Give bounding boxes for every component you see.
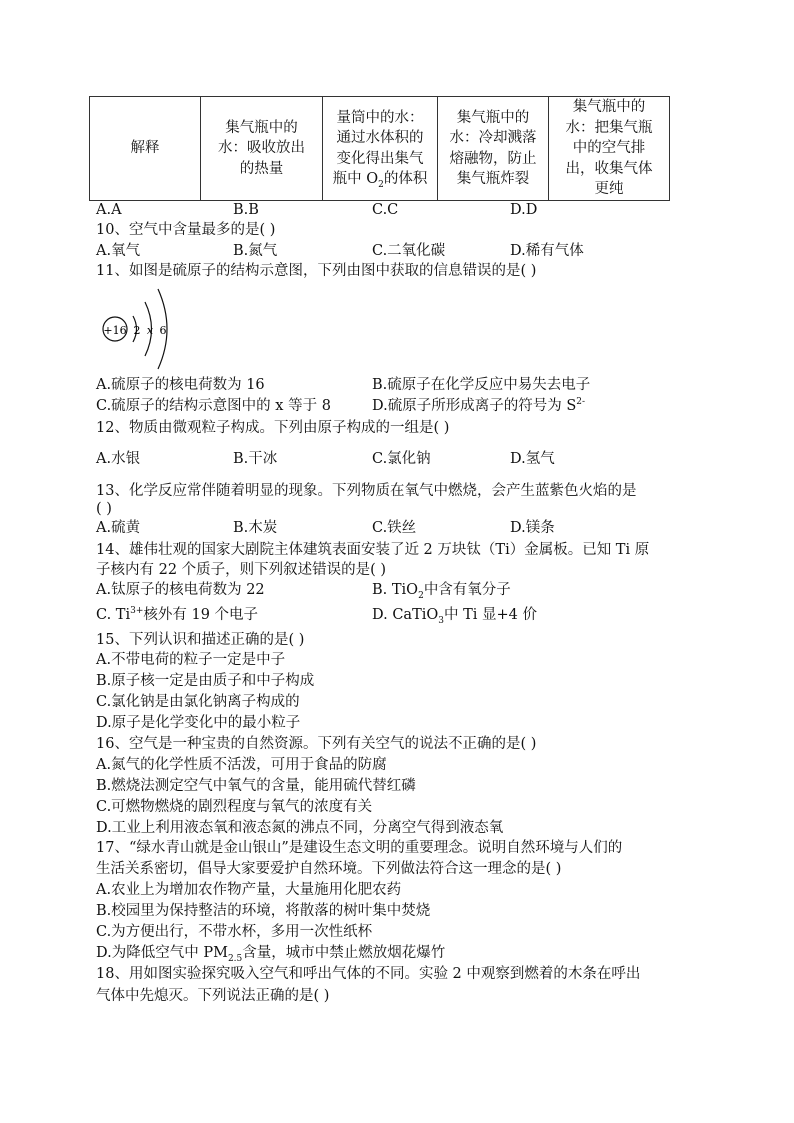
nucleus-charge: +16	[103, 324, 127, 337]
answer-option[interactable]: D.D	[510, 202, 538, 218]
table-cell-a	[201, 97, 323, 201]
answer-option[interactable]: A.农业上为增加农作物产量，大量施用化肥农药	[96, 882, 402, 898]
answer-option[interactable]: C.硫原子的结构示意图中的 x 等于 8	[96, 398, 331, 414]
option-text: D. CaTiO	[372, 607, 439, 623]
answer-option[interactable]: C.二氧化碳	[372, 243, 446, 259]
shell-electron-count: x	[146, 324, 154, 337]
cell-d-line: 出，收集气体	[565, 160, 653, 177]
cell-c-line: 熔融物，防止	[449, 150, 537, 167]
question-18-stem: 18、用如图实验探究吸入空气和呼出气体的不同。实验 2 中观察到燃着的木条在呼出	[96, 966, 641, 982]
subscript: 2.5	[227, 953, 243, 964]
answer-option[interactable]: B.氮气	[233, 243, 278, 259]
subscript: 2	[378, 179, 384, 190]
cell-d-line: 集气瓶中的	[572, 99, 646, 116]
question-17-stem: 17、“绿水青山就是金山银山”是建设生态文明的重要理念。说明自然环境与人们的	[96, 840, 623, 856]
subscript: 3	[438, 615, 444, 626]
table-row	[90, 97, 670, 201]
answer-option[interactable]: C.C	[372, 202, 399, 218]
answer-option[interactable]: D.氢气	[510, 451, 555, 467]
answer-option[interactable]: C.为方便出行，不带水杯，多用一次性纸杯	[96, 924, 373, 940]
question-15-stem: 15、下列认识和描述正确的是( )	[96, 632, 305, 648]
answer-option[interactable]: A.氧气	[96, 243, 141, 259]
question-13-stem: ( )	[96, 501, 112, 517]
superscript: 3+	[130, 606, 144, 617]
option-text: 中含有氧分子	[423, 582, 511, 598]
cell-c-line: 集气瓶炸裂	[456, 171, 530, 187]
sulfur-atom-diagram	[100, 284, 180, 374]
subscript: 2	[418, 590, 424, 601]
table-cell-c	[438, 97, 549, 201]
answer-option[interactable]: B.B	[233, 202, 259, 218]
answer-option[interactable]: D.工业上利用液态氧和液态氮的沸点不同，分离空气得到液态氧	[96, 820, 504, 836]
question-14-stem: 14、雄伟壮观的国家大剧院主体建筑表面安装了近 2 万块钛（Ti）金属板。已知 Ti 原	[96, 542, 650, 558]
answer-option[interactable]	[96, 605, 258, 625]
question-13-stem: 13、化学反应常伴随着明显的现象。下列物质在氧气中燃烧，会产生蓝紫色火焰的是	[96, 483, 637, 499]
question-12-stem: 12、物质由微观粒子构成。下列由原子构成的一组是( )	[96, 420, 450, 436]
answer-option[interactable]: C.可燃物燃烧的剧烈程度与氧气的浓度有关	[96, 799, 373, 815]
shell-electron-count: 6	[159, 324, 167, 337]
option-text: C. Ti	[96, 607, 131, 623]
question-11-stem: 11、如图是硫原子的结构示意图，下列由图中获取的信息错误的是( )	[96, 263, 537, 279]
question-16-stem: 16、空气是一种宝贵的自然资源。下列有关空气的说法不正确的是( )	[96, 736, 537, 752]
option-text: 中 Ti 显+4 价	[444, 607, 538, 623]
answer-option[interactable]: D.稀有气体	[510, 243, 584, 259]
question-10-stem: 10、空气中含量最多的是( )	[96, 222, 276, 238]
answer-option[interactable]: A.A	[96, 202, 122, 218]
answer-option[interactable]: B.木炭	[233, 520, 278, 536]
row-header-cell	[90, 97, 201, 201]
cell-c-line: 水：冷却溅落	[449, 130, 537, 146]
cell-a-line: 的热量	[239, 160, 284, 177]
answer-option[interactable]	[372, 580, 511, 600]
cell-d-line: 中的空气排	[572, 140, 646, 157]
answer-option[interactable]: A.钛原子的核电荷数为 22	[96, 582, 265, 598]
answer-option[interactable]: B.干冰	[233, 451, 278, 467]
option-text: D.为降低空气中 PM	[96, 945, 228, 961]
option-text: B. TiO	[372, 582, 419, 598]
answer-option[interactable]: B.燃烧法测定空气中氧气的含量，能用硫代替红磷	[96, 778, 416, 794]
cell-a-line: 集气瓶中的	[225, 119, 298, 136]
answer-option[interactable]	[372, 396, 585, 416]
answer-option[interactable]: A.硫原子的核电荷数为 16	[96, 377, 265, 393]
answer-option[interactable]: B.硫原子在化学反应中易失去电子	[372, 377, 591, 393]
answer-option[interactable]: C.氯化钠	[372, 451, 431, 467]
cell-c-line: 集气瓶中的	[456, 109, 530, 126]
answer-option[interactable]	[372, 605, 537, 625]
option-text: D.硫原子所形成离子的符号为 S	[372, 398, 577, 414]
answer-option[interactable]	[96, 943, 445, 963]
question-18-stem: 气体中先熄灭。下列说法正确的是( )	[96, 988, 330, 1004]
cell-d-line: 更纯	[594, 181, 624, 198]
table-cell-d	[549, 97, 670, 201]
cell-b-line: 量筒中的水：	[336, 109, 424, 126]
answer-option[interactable]: A.硫黄	[96, 520, 141, 536]
answer-option[interactable]: A.不带电荷的粒子一定是中子	[96, 652, 286, 668]
cell-b-line: 变化得出集气	[336, 150, 424, 167]
answer-option[interactable]: D.镁条	[510, 520, 555, 536]
question-17-stem: 生活关系密切，倡导大家要爱护自然环境。下列做法符合这一理念的是( )	[96, 861, 562, 877]
row-header-text: 解释	[130, 140, 160, 157]
option-text: 含量，城市中禁止燃放烟花爆竹	[242, 945, 446, 961]
question-14-stem: 子核内有 22 个质子，则下列叙述错误的是( )	[96, 562, 387, 578]
cell-d-line: 水：把集气瓶	[565, 119, 653, 136]
answer-option[interactable]: D.原子是化学变化中的最小粒子	[96, 715, 301, 731]
answer-option[interactable]: C.铁丝	[372, 520, 417, 536]
cell-a-line: 水：吸收放出	[218, 140, 305, 157]
cell-b-line: 通过水体积的	[336, 130, 424, 146]
cell-b-text: 的体积	[383, 171, 428, 187]
answer-option[interactable]: A.水银	[96, 451, 141, 467]
cell-b-line	[323, 169, 437, 190]
answer-option[interactable]: B.校园里为保持整洁的环境，将散落的树叶集中焚烧	[96, 903, 431, 919]
superscript: 2-	[576, 397, 586, 408]
answer-option[interactable]: B.原子核一定是由质子和中子构成	[96, 673, 315, 689]
answer-option[interactable]: A.氮气的化学性质不活泼，可用于食品的防腐	[96, 757, 387, 773]
cell-b-text: 瓶中 O	[332, 171, 379, 187]
table-cell-b	[323, 97, 438, 201]
option-text: 核外有 19 个电子	[143, 607, 259, 623]
explanation-table	[89, 96, 670, 201]
answer-option[interactable]: C.氯化钠是由氯化钠离子构成的	[96, 694, 300, 710]
shell-electron-count: 2	[133, 324, 141, 337]
